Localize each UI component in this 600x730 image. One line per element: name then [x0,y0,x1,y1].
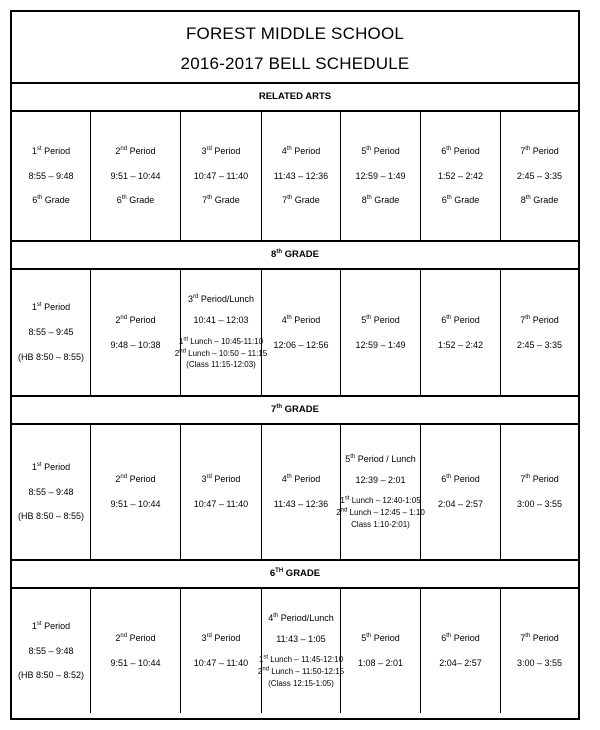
period-cell [174,270,268,395]
period-cell [341,589,421,713]
period-cell [336,425,425,559]
school-name: FOREST MIDDLE SCHOOL [185,24,405,43]
period-time: 12:06 – 12:56 [273,339,329,350]
grade-label: 6th Grade [32,195,70,206]
period-label: 4th Period [281,145,321,156]
period-time: 10:41 – 12:03 [193,315,249,326]
period-time: 12:59 – 1:49 [355,170,406,181]
period-cell [12,589,91,713]
period-label: 5th Period [361,314,400,325]
grade-label: 6th Grade [116,195,155,206]
lunch-2-time: 2nd Lunch – 12:45 – 1:10 [336,507,425,517]
period-time: 10:47 – 11:40 [193,499,249,509]
period-cell [181,425,262,559]
period-time: 11:43 – 12:36 [273,170,329,181]
period-time: 1:52 – 2:42 [437,170,484,181]
period-cell [91,112,181,240]
period-label: 3rd Period/Lunch [188,294,254,305]
lunch-2-time: 2nd Lunch – 11:50-12:15 [257,666,345,676]
homebase-time: (HB 8:50 – 8:52) [17,670,85,681]
homebase-time: (HB 8:50 – 8:55) [17,351,85,362]
period-label: 4th Period [281,314,321,325]
period-label: 6th Period [441,474,480,485]
title-block [12,12,578,84]
bell-schedule-sheet [10,10,580,720]
period-time: 2:45 – 3:35 [516,170,563,181]
period-label: 4th Period [281,474,321,485]
homebase-time: (HB 8:50 – 8:55) [17,511,85,522]
period-time: 12:39 – 2:01 [355,474,406,485]
period-time: 11:43 – 1:05 [276,633,326,644]
class-time: Class 1:10-2:01) [351,519,410,529]
period-label: 1st Period [31,145,71,156]
period-cell [91,270,181,395]
period-cell [12,270,91,395]
section-heading-6th-grade: 6TH GRADE [12,561,578,589]
period-time: 12:59 – 1:49 [355,339,406,350]
period-label: 3rd Period [201,145,241,156]
lunch-1-time: 1st Lunch – 11:45-12:10 [258,654,344,665]
period-label: 5th Period [361,145,400,156]
period-cell [262,270,341,395]
lunch-1-time: 1st Lunch – 12:40-1:05 [340,495,421,506]
lunch-2-time: 2nd Lunch – 10:50 – 11:15 [174,347,268,358]
period-label: 1st Period [31,302,71,313]
period-time: 8:55 – 9:48 [28,645,74,656]
period-cell [262,112,341,240]
period-label: 2nd Period [115,145,156,156]
period-time: 1:52 – 2:42 [437,339,484,350]
grade-label: 6th Grade [441,195,480,206]
period-time: 10:47 – 11:40 [193,658,249,668]
period-time: 11:43 – 12:36 [273,499,329,509]
period-cell [421,112,501,240]
grade-8-row [12,270,578,397]
period-label: 3rd Period [201,474,241,485]
period-label: 7th Period [520,474,559,485]
period-time: 10:47 – 11:40 [193,170,249,181]
grade-label: 8th Grade [520,195,559,206]
related-arts-row [12,112,578,242]
period-cell [421,589,501,713]
period-cell [501,425,578,559]
period-cell [12,425,91,559]
period-label: 2nd Period [115,314,156,325]
period-cell [421,270,501,395]
period-time: 9:51 – 10:44 [110,170,161,181]
class-time: (Class 12:15-1:05) [268,678,334,688]
period-label: 7th Period [520,633,559,644]
period-cell [181,589,262,713]
period-label: 7th Period [520,145,559,156]
period-time: 8:55 – 9:48 [28,486,74,497]
period-time: 1:08 – 2:01 [357,658,404,668]
section-heading-related-arts: RELATED ARTS [12,84,578,112]
grade-7-row [12,425,578,561]
section-heading-8th-grade: 8th GRADE [12,242,578,270]
period-label: 6th Period [441,633,480,644]
section-heading-7th-grade: 7th GRADE [12,397,578,425]
period-cell [421,425,501,559]
period-label: 5th Period / Lunch [345,453,416,464]
period-label: 5th Period [361,633,400,644]
period-cell [91,589,181,713]
period-cell [341,112,421,240]
period-label: 4th Period/Lunch [268,612,334,623]
grade-label: 7th Grade [282,195,320,206]
period-cell [181,112,262,240]
class-time: (Class 11:15-12:03) [186,360,256,370]
period-cell [257,589,345,713]
period-label: 3rd Period [201,633,241,644]
period-label: 7th Period [520,314,559,325]
lunch-1-time: 1st Lunch – 10:45-11:10 [178,336,264,346]
grade-6-row [12,589,578,713]
period-cell [501,112,578,240]
period-cell [262,425,341,559]
period-label: 1st Period [31,620,71,631]
period-cell [501,270,578,395]
period-cell [12,112,91,240]
period-label: 1st Period [31,461,71,472]
period-time: 3:00 – 3:55 [516,499,563,509]
period-label: 6th Period [441,145,480,156]
period-cell [501,589,578,713]
grade-label: 8th Grade [361,195,400,206]
grade-label: 7th Grade [202,195,240,206]
period-time: 8:55 – 9:45 [28,327,74,338]
period-time: 3:00 – 3:55 [516,658,563,668]
period-time: 9:48 – 10:38 [110,339,161,350]
period-time: 2:04– 2:57 [439,658,482,668]
period-time: 9:51 – 10:44 [110,658,161,668]
period-cell [91,425,181,559]
period-time: 2:04 – 2:57 [437,499,484,509]
period-label: 2nd Period [115,633,156,644]
period-time: 9:51 – 10:44 [110,499,161,509]
period-time: 8:55 – 9:48 [28,170,74,181]
period-cell [341,270,421,395]
period-label: 2nd Period [115,474,156,485]
period-time: 2:45 – 3:35 [516,339,563,350]
period-label: 6th Period [441,314,480,325]
schedule-title: 2016-2017 BELL SCHEDULE [180,54,410,73]
